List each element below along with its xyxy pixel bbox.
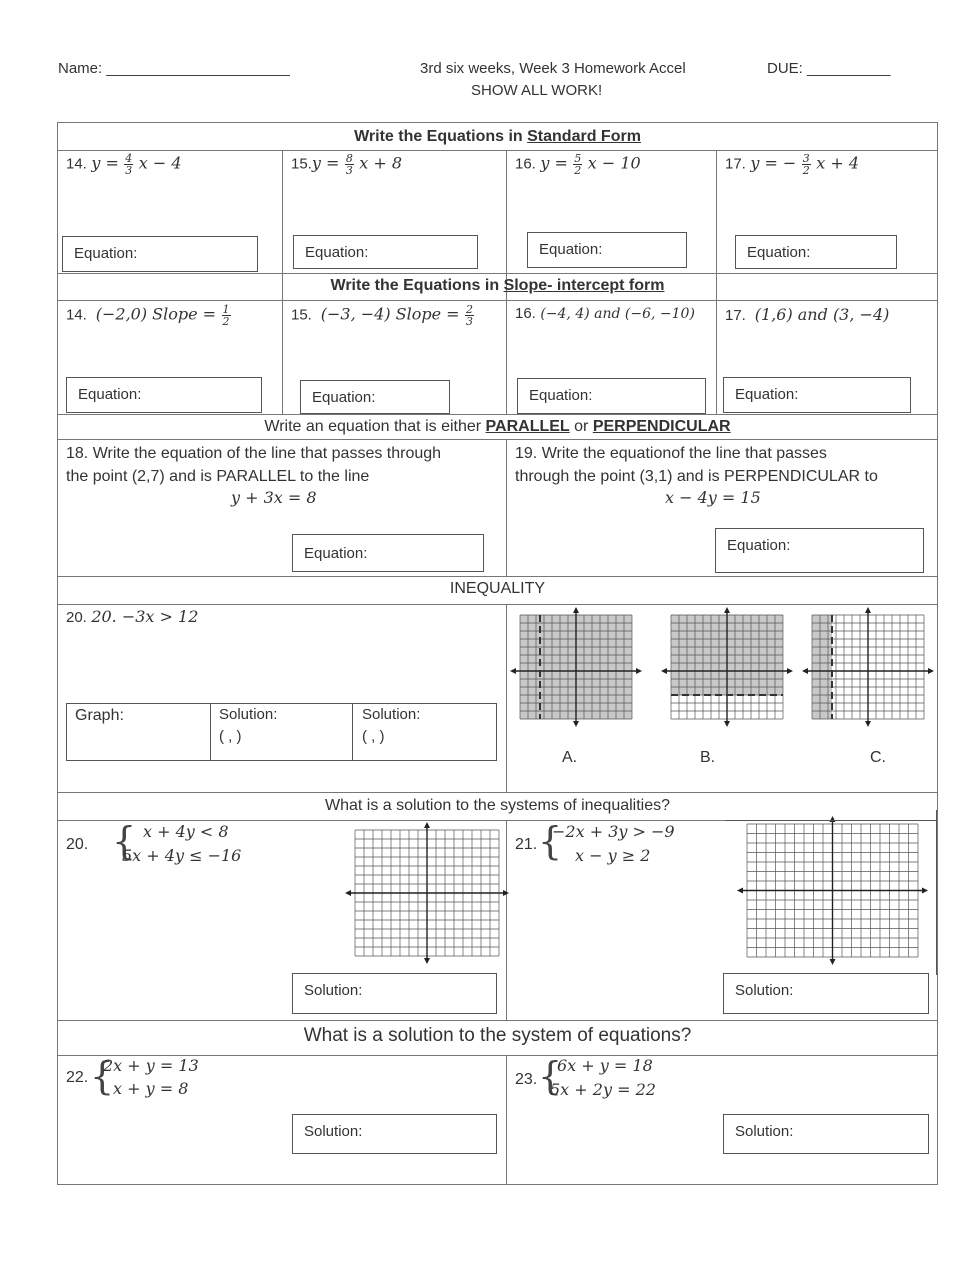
- answer-box-18[interactable]: Equation:: [292, 534, 484, 572]
- section-inequality-heading: INEQUALITY: [449, 580, 546, 597]
- problem-21-system-eq1: −2x + 3y > −9: [552, 822, 675, 841]
- answer-box-16-slope[interactable]: Equation:: [517, 378, 706, 414]
- problem-21-system-eq2: x − y ≥ 2: [575, 846, 651, 865]
- graph-label[interactable]: Graph:: [75, 707, 124, 724]
- section-parallel-perpendicular-heading: Write an equation that is either PARALLEL or PERPENDICULAR: [264, 418, 731, 435]
- problem-21-system-number: 21.: [515, 836, 538, 853]
- problem-14-slope: 14. (−2,0) Slope = $\frac{1}{2}$: [66, 303, 230, 328]
- graph-choice-c[interactable]: [806, 610, 936, 720]
- graph-choice-b[interactable]: [663, 610, 791, 720]
- axes: [347, 824, 507, 962]
- answer-box-17-standard[interactable]: Equation:: [735, 235, 897, 269]
- problem-22-eq1: 2x + y = 13: [103, 1056, 199, 1075]
- problem-14-standard: 14. y = $\frac{4}{3}$ x − 4: [66, 152, 182, 177]
- name-field[interactable]: Name: ______________________: [58, 60, 290, 77]
- problem-23-eq1: 6x + y = 18: [557, 1056, 653, 1075]
- shaded-region: [812, 615, 832, 719]
- problem-23-eq2: 5x + 2y = 22: [550, 1080, 656, 1099]
- answer-box-16-standard[interactable]: Equation:: [527, 232, 687, 268]
- coordinate-grid-20[interactable]: [343, 822, 513, 967]
- problem-22-number: 22.: [66, 1069, 89, 1086]
- solution-box-23[interactable]: Solution:: [723, 1114, 929, 1154]
- problem-15-standard: 15.y = $\frac{8}{3}$ x + 8: [291, 152, 403, 177]
- answer-box-17-slope[interactable]: Equation:: [723, 377, 911, 413]
- brace-22: {: [90, 1054, 115, 1098]
- problem-18-text: 18. Write the equation of the line that passes through the point (2,7) and is PARALLEL to the line: [66, 445, 442, 485]
- problem-18-equation: y + 3x = 8: [231, 488, 317, 507]
- solution-box-22[interactable]: Solution:: [292, 1114, 497, 1154]
- worksheet-subtitle: SHOW ALL WORK!: [471, 82, 603, 99]
- answer-box-14-slope[interactable]: Equation:: [66, 377, 262, 413]
- solution-label-2[interactable]: Solution:: [362, 706, 421, 723]
- answer-box-14-standard[interactable]: Equation:: [62, 236, 258, 272]
- solution-box-21[interactable]: Solution:: [723, 973, 929, 1014]
- problem-17-standard: 17. y = − $\frac{3}{2}$ x + 4: [725, 152, 860, 177]
- solution-label-1[interactable]: Solution:: [219, 706, 278, 723]
- solution-blank-1[interactable]: ( , ): [219, 728, 242, 745]
- problem-20-system-number: 20.: [66, 836, 89, 853]
- problem-16-standard: 16. y = $\frac{5}{2}$ x − 10: [515, 152, 641, 177]
- problem-17-slope: 17. (1,6) and (3, −4): [725, 305, 890, 324]
- section-slope-intercept-heading: Write the Equations in Slope- intercept form: [330, 277, 665, 294]
- due-field[interactable]: DUE: __________: [767, 60, 891, 77]
- brace-21: {: [538, 819, 563, 863]
- brace-23: {: [538, 1054, 563, 1098]
- graph-solution-table: [66, 703, 497, 761]
- choice-label-b: B.: [700, 749, 716, 766]
- answer-box-19[interactable]: Equation:: [715, 528, 924, 573]
- problem-20-inequality: 20. 20. −3x > 12: [66, 607, 199, 626]
- brace-20: {: [112, 819, 137, 863]
- problem-16-slope: 16. (−4, 4) and (−6, −10): [515, 305, 695, 322]
- section-systems-equations-heading: What is a solution to the system of equations?: [303, 1025, 692, 1046]
- choice-label-c: C.: [870, 749, 886, 766]
- problem-20-system-eq1: x + 4y < 8: [143, 822, 229, 841]
- worksheet-title: 3rd six weeks, Week 3 Homework Accel: [420, 60, 686, 77]
- problem-22-eq2: x + y = 8: [113, 1079, 189, 1098]
- solution-box-20[interactable]: Solution:: [292, 973, 497, 1014]
- graph-choice-a[interactable]: [512, 610, 637, 720]
- section-standard-form-heading: Write the Equations in Standard Form: [354, 128, 641, 145]
- answer-box-15-slope[interactable]: Equation:: [300, 380, 450, 414]
- section-systems-inequalities-heading: What is a solution to the systems of inequalities?: [324, 797, 671, 814]
- answer-box-15-standard[interactable]: Equation:: [293, 235, 478, 269]
- axes: [739, 818, 926, 963]
- problem-19-equation: x − 4y = 15: [665, 488, 761, 507]
- problem-19-text: 19. Write the equationof the line that passes through the point (3,1) and is PERPENDICULAR to: [515, 445, 878, 485]
- solution-blank-2[interactable]: ( , ): [362, 728, 385, 745]
- problem-15-slope: 15. (−3, −4) Slope = $\frac{2}{3}$: [291, 303, 474, 328]
- choice-label-a: A.: [562, 749, 578, 766]
- coordinate-grid-21[interactable]: [733, 818, 933, 973]
- problem-23-number: 23.: [515, 1071, 538, 1088]
- problem-20-system-eq2: 5x + 4y ≤ −16: [122, 846, 242, 865]
